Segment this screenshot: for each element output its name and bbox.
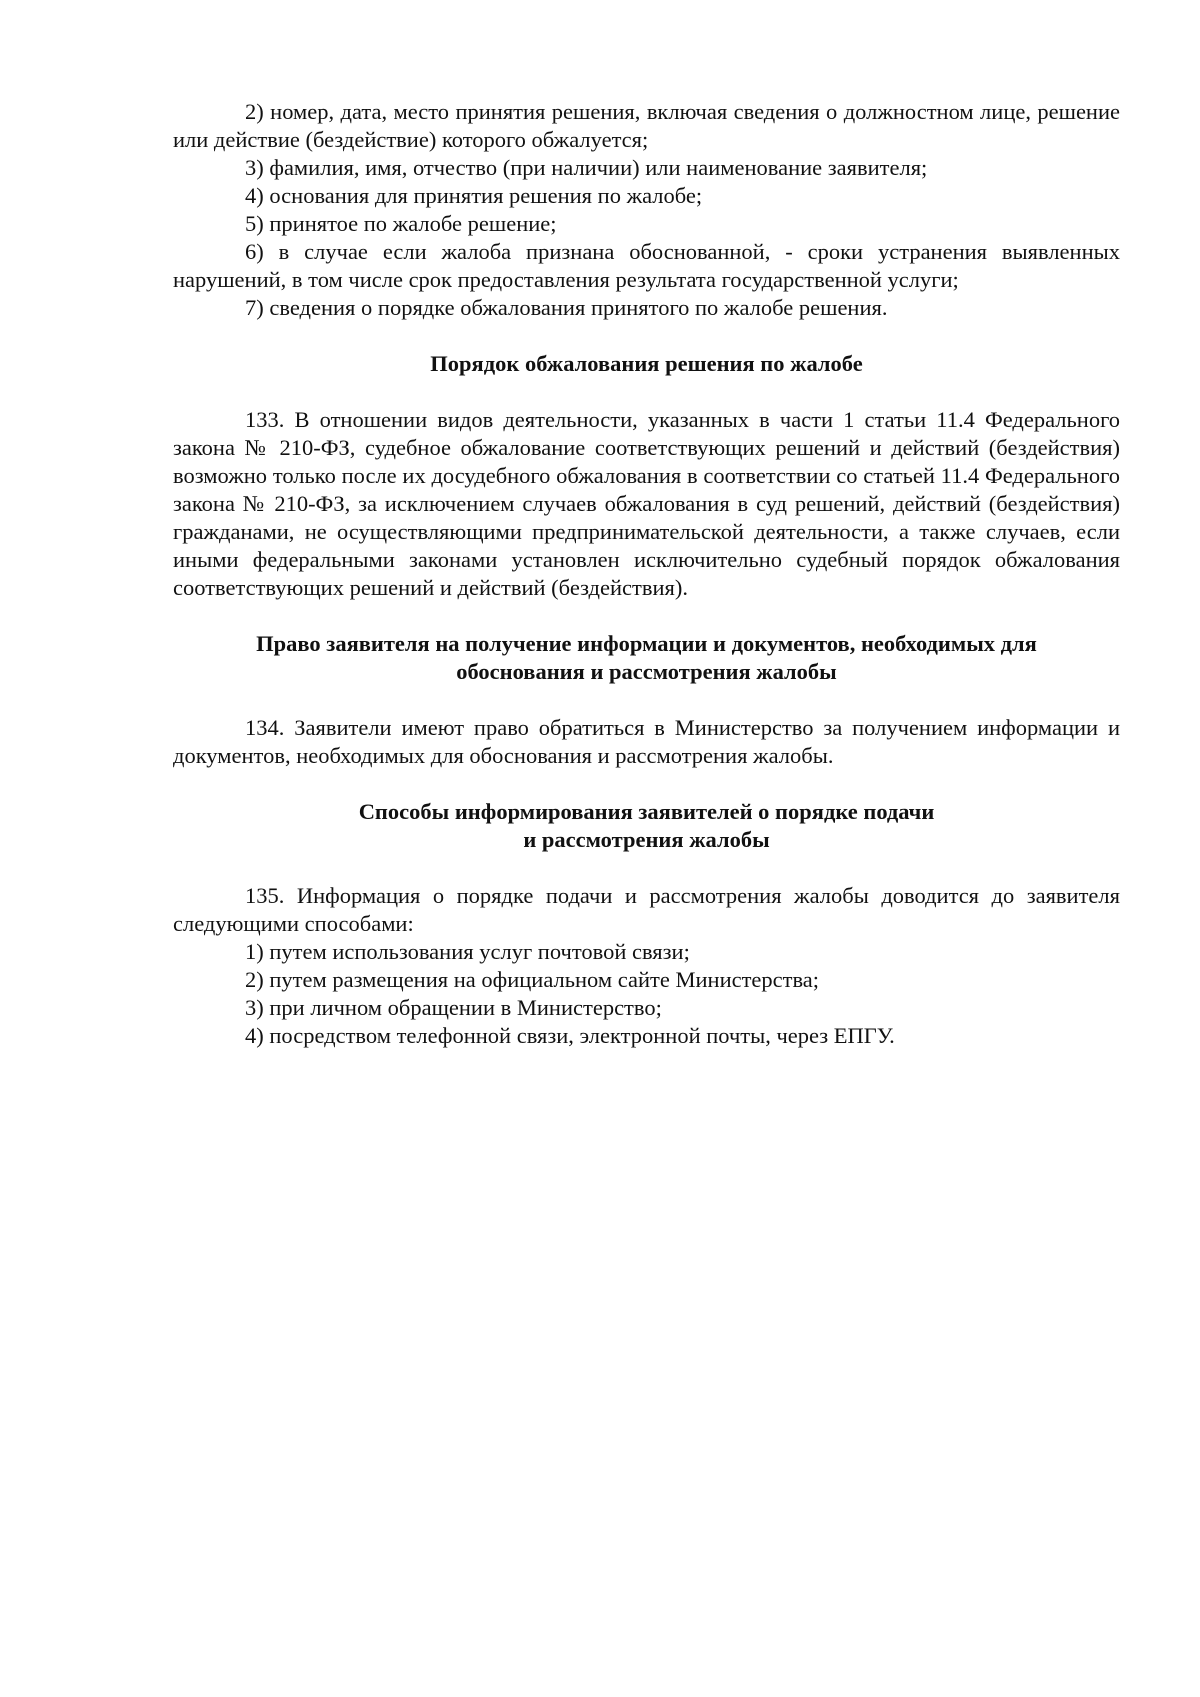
section-heading-right-to-information (173, 630, 1120, 686)
paragraph-133: 133. В отношении видов деятельности, указанных в части 1 статьи 11.4 Федерального закона № 210-ФЗ, судебное обжалование соответствующих решений и действий (бездействия) возможно только после их досудебного обжалования в соответствии со статьей 11.4 Федерального закона № 210-ФЗ, за исключением случаев обжалования в суд решений, действий (бездействия) гражданами, не осуществляющими предпринимательской деятельности, а также случаев, если иными федеральными законами установлен исключительно судебный порядок обжалования соответствующих решений и действий (бездействия). (173, 407, 1120, 600)
section-heading-information-methods (173, 798, 1120, 854)
list-item: 3) при личном обращении в Министерство; (245, 995, 662, 1020)
list-item: 6) в случае если жалоба признана обоснованной, - сроки устранения выявленных нарушений, в том числе срок предоставления результата государственной услуги; (173, 239, 1120, 292)
section-heading-appeal-procedure: Порядок обжалования решения по жалобе (430, 351, 863, 376)
heading-line: Способы информирования заявителей о порядке подачи (358, 799, 935, 824)
list-item: 7) сведения о порядке обжалования принятого по жалобе решения. (245, 295, 888, 320)
paragraph-134: 134. Заявители имеют право обратиться в Министерство за получением информации и документов, необходимых для обоснования и рассмотрения жалобы. (173, 715, 1120, 768)
list-item: 2) номер, дата, место принятия решения, включая сведения о должностном лице, решение или действие (бездействие) которого обжалуется; (173, 99, 1120, 152)
list-item: 4) посредством телефонной связи, электронной почты, через ЕПГУ. (245, 1023, 895, 1048)
list-item: 3) фамилия, имя, отчество (при наличии) или наименование заявителя; (245, 155, 928, 180)
list-item: 1) путем использования услуг почтовой связи; (245, 939, 690, 964)
document-body (173, 98, 1120, 1050)
heading-line: и рассмотрения жалобы (523, 827, 770, 852)
heading-line: Право заявителя на получение информации и документов, необходимых для (256, 631, 1037, 656)
heading-line: обоснования и рассмотрения жалобы (456, 659, 837, 684)
list-item: 5) принятое по жалобе решение; (245, 211, 557, 236)
list-item: 2) путем размещения на официальном сайте Министерства; (245, 967, 820, 992)
paragraph-135: 135. Информация о порядке подачи и рассмотрения жалобы доводится до заявителя следующими способами: (173, 883, 1120, 936)
list-item: 4) основания для принятия решения по жалобе; (245, 183, 703, 208)
